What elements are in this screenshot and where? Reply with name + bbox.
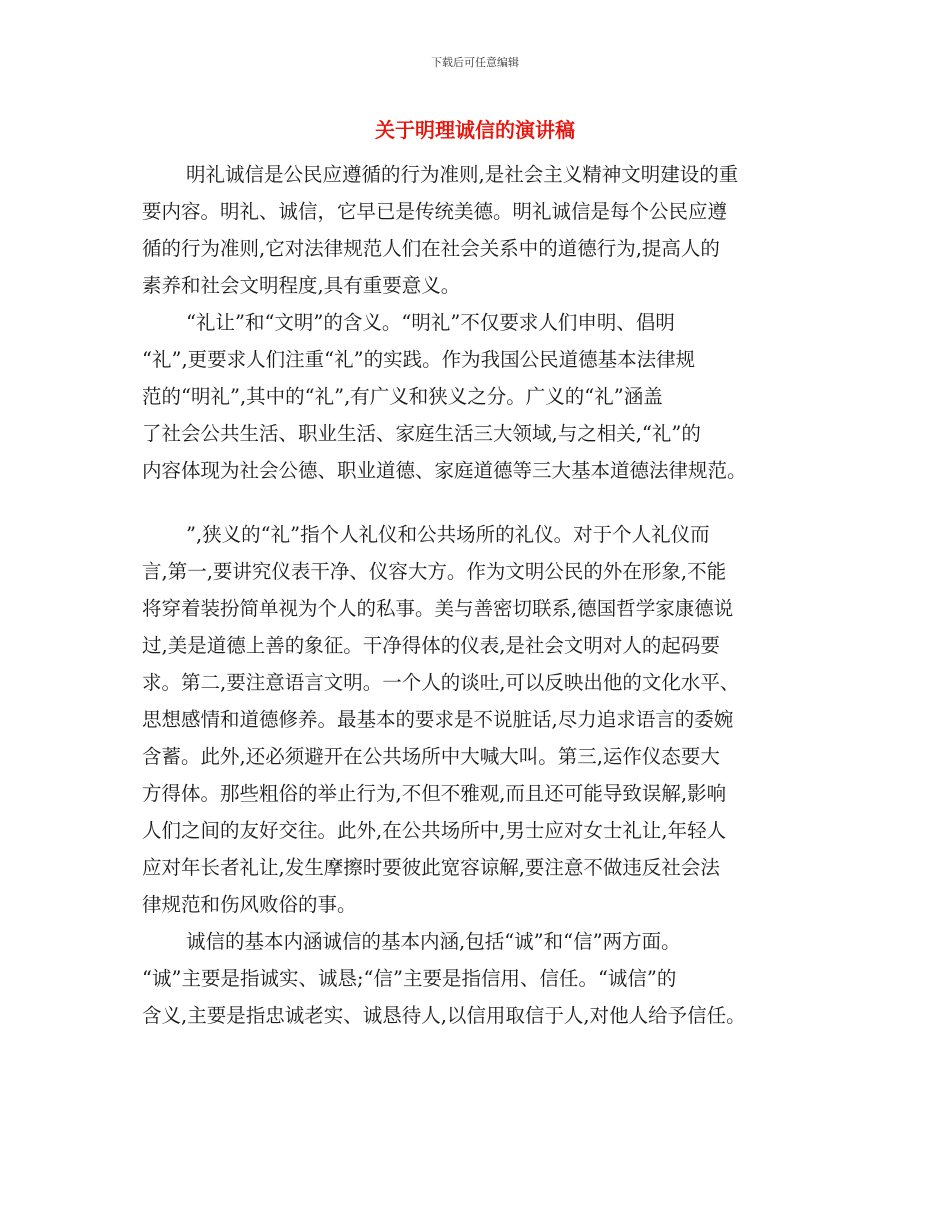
document-title: 关于明理诚信的演讲稿 xyxy=(375,118,575,142)
body-line: ”,狭义的“礼”指个人礼仪和公共场所的礼仪。对于个人礼仪而 xyxy=(186,523,710,546)
body-line: 思想感情和道德修养。最基本的要求是不说脏话,尽力追求语言的委婉 xyxy=(142,708,734,731)
header-note: 下载后可任意编辑 xyxy=(431,56,519,69)
paragraph-gap xyxy=(142,489,814,516)
body-line: 诚信的基本内涵诚信的基本内涵,包括“诚”和“信”两方面。 xyxy=(186,930,681,953)
body-line: 律规范和伤风败俗的事。 xyxy=(142,893,357,916)
body-line: 要内容。明礼、诚信，它早已是传统美德。明礼诚信是每个公民应遵 xyxy=(142,200,728,223)
body-line: 将穿着装扮简单视为个人的私事。美与善密切联系,德国哲学家康德说 xyxy=(142,597,734,620)
body-line: 过,美是道德上善的象征。干净得体的仪表,是社会文明对人的起码要 xyxy=(142,634,720,657)
body-line: 循的行为准则,它对法律规范人们在社会关系中的道德行为,提高人的 xyxy=(142,237,720,260)
body-line: “礼”,更要求人们注重“礼”的实践。作为我国公民道德基本法律规 xyxy=(142,348,696,371)
body-line: 人们之间的友好交往。此外,在公共场所中,男士应对女士礼让,年轻人 xyxy=(142,819,727,842)
body-line: 言,第一,要讲究仪表干净、仪容大方。作为文明公民的外在形象,不能 xyxy=(142,560,727,583)
body-line: 内容体现为社会公德、职业道德、家庭道德等三大基本道德法律规范。 xyxy=(142,459,747,482)
body-line: 范的“明礼”,其中的“礼”,有广义和狭义之分。广义的“礼”涵盖 xyxy=(142,385,663,408)
body-line: 了社会公共生活、职业生活、家庭生活三大领域,与之相关,“礼”的 xyxy=(142,422,701,445)
body-line: 应对年长者礼让,发生摩擦时要彼此宽容谅解,要注意不做违反社会法 xyxy=(142,856,720,879)
body-line: “礼让”和“文明”的含义。“明礼”不仅要求人们申明、倡明 xyxy=(186,311,675,334)
document-body xyxy=(142,156,814,1034)
body-line: 方得体。那些粗俗的举止行为,不但不雅观,而且还可能导致误解,影响 xyxy=(142,782,727,805)
body-line: “诚”主要是指诚实、诚恳;“信”主要是指信用、信任。“诚信”的 xyxy=(142,967,677,990)
body-line: 含蓄。此外,还必须避开在公共场所中大喊大叫。第三,运作仪态要大 xyxy=(142,745,720,768)
body-line: 求。第二,要注意语言文明。一个人的谈吐,可以反映出他的文化水平、 xyxy=(142,671,740,694)
body-line: 素养和社会文明程度,具有重要意义。 xyxy=(142,274,461,297)
body-line: 含义,主要是指忠诚老实、诚恳待人,以信用取信于人,对他人给予信任。 xyxy=(142,1004,746,1027)
body-line: 明礼诚信是公民应遵循的行为准则,是社会主义精神文明建设的重 xyxy=(186,163,739,186)
